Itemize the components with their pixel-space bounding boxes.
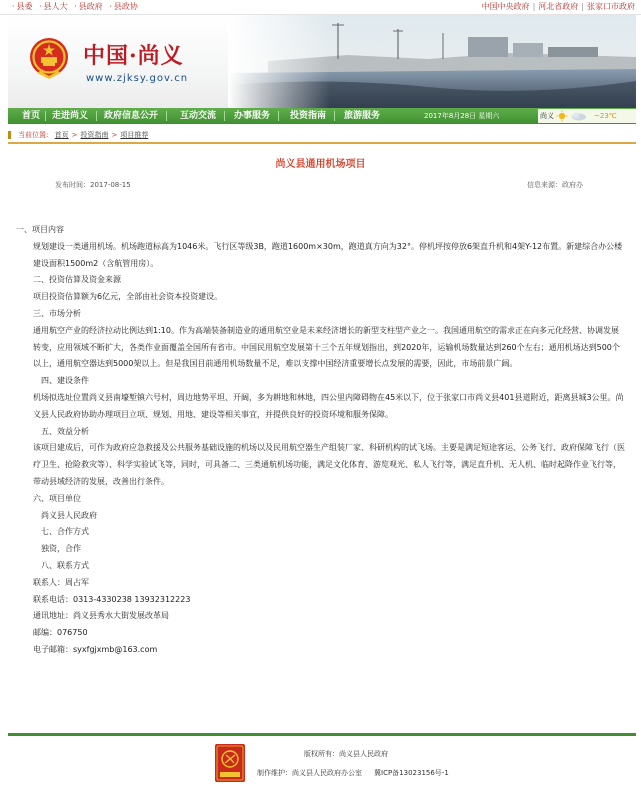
source-value: 政府办 xyxy=(562,181,583,189)
top-link-county-committee[interactable]: 县委 xyxy=(16,2,33,11)
weather-widget xyxy=(538,109,636,123)
top-bar xyxy=(0,0,641,15)
article-paragraph: 电子邮箱：syxfgjxmb@163.com xyxy=(33,644,158,654)
sunny-weather-icon xyxy=(555,110,591,122)
article-paragraph: 通用航空产业的经济拉动比例达到1:10。作为高端装备制造业的通用航空业是未来经济增长的新型支柱型产业之一。我国通用航空的需求正在向多元化经营、协调发展转变，应用领域不断扩大，各类作业面覆盖全国所有省市。中国民用航空发展第十三个五年规划指出，到2020年，运输机场数量达到260个左右；通用机场达到500个以上，通用航空器达到5000架以上。但是我国目前通用机场数量不足，难以支撑中国经济重要增长点发展的需要，因此，市场前景广阔。 xyxy=(33,325,620,369)
top-link-county-congress[interactable]: 县人大 xyxy=(43,2,68,11)
header-banner xyxy=(8,15,636,108)
article-paragraph: 规划建设一类通用机场。机场跑道标高为1046米。飞行区等级3B，跑道1600m×30m，跑道真方向为32°。停机坪按停放6架直升机和4架Y-12布置。新建综合办公楼建设面积1500m2（含航管用房）。 xyxy=(33,241,623,268)
article-paragraph: 四、建设条件 xyxy=(41,376,89,386)
weather-city: 尚义 xyxy=(540,112,554,120)
article-paragraph: 一、项目内容 xyxy=(16,225,64,234)
article-paragraph: 机场拟选址位置尚义县南壕堑镇六号村，周边地势平坦、开阔，多为耕地和林地，四公里内障碍物在45米以下，位于张家口市尚义县401县道附近，距离县城3公里。尚义县人民政府协助办理项目立项、规划、用地、建设等相关事宜，并提供良好的投资环境和服务保障。 xyxy=(33,392,624,419)
bullet-icon: · xyxy=(74,2,77,11)
footer-maintainer: 制作维护：尚义县人民政府办公室 冀ICP备13023156号-1 xyxy=(257,769,449,777)
article-paragraph: 七、合作方式 xyxy=(41,527,89,537)
breadcrumb-investment-guide[interactable]: 投资指南 xyxy=(80,131,109,139)
bullet-icon: · xyxy=(39,2,42,11)
breadcrumb-label: 当前位置: xyxy=(18,131,49,139)
article-paragraph: 通讯地址：尚义县秀水大街发展改革局 xyxy=(33,611,169,621)
site-name: 中国·尚义 xyxy=(83,43,184,69)
chevron-right-icon: > xyxy=(111,131,118,139)
nav-item-tourism[interactable]: 旅游服务 xyxy=(344,111,381,121)
footer-copyright: 版权所有：尚义县人民政府 xyxy=(304,750,388,758)
article-paragraph: 八、联系方式 xyxy=(41,560,89,570)
info-source: 信息来源：政府办 xyxy=(527,181,583,189)
top-link-central-government[interactable]: 中国中央政府 xyxy=(481,2,530,11)
article-paragraph: 联系电话：0313-4330238 13932312223 xyxy=(33,594,191,604)
chevron-right-icon: > xyxy=(71,131,78,139)
article-paragraph: 尚义县人民政府 xyxy=(41,510,97,520)
breadcrumb-home[interactable]: 首页 xyxy=(54,131,69,139)
site-url: www.zjksy.gov.cn xyxy=(86,73,189,84)
nav-item-home[interactable]: 首页 xyxy=(22,111,41,121)
top-links-right: 中国中央政府 | 河北省政府 | 张家口市政府 xyxy=(481,2,635,11)
publish-time: 发布时间：2017-08-15 xyxy=(55,181,131,189)
party-emblem-icon xyxy=(215,744,245,782)
breadcrumb xyxy=(8,128,636,144)
article-body xyxy=(16,222,626,659)
breadcrumb-project-recommendation[interactable]: 项目推荐 xyxy=(120,131,149,139)
article-paragraph: 项目投资估算额为6亿元，全部由社会资本投资建设。 xyxy=(33,292,223,302)
bullet-icon: · xyxy=(109,2,112,11)
national-emblem-icon xyxy=(28,35,70,83)
footer-icp: 冀ICP备13023156号-1 xyxy=(374,769,449,777)
footer-divider xyxy=(8,733,636,736)
nav-item-services[interactable]: 办事服务 xyxy=(234,111,271,121)
nav-item-interaction[interactable]: 互动交流 xyxy=(180,111,217,121)
article-paragraph: 该项目建成后，可作为政府应急救援及公共服务基础设施的机场以及民用航空器生产组装厂家、科研机构的试飞场。主要是满足短途客运、公务飞行、政府保障飞行（医疗卫生、抢险救灾等）、科学实验试飞等，同时，可具备二、三类通航机场功能，满足文化体育、游览观光、私人飞行等，满足直升机、无人机、临时起降作业飞行等，带动县域经济的发展，改善出行条件。 xyxy=(33,443,625,486)
top-link-zhangjiakou-government[interactable]: 张家口市政府 xyxy=(587,2,635,11)
top-link-county-cppcc[interactable]: 县政协 xyxy=(113,2,138,11)
bullet-icon: · xyxy=(12,2,15,11)
top-link-hebei-government[interactable]: 河北省政府 xyxy=(538,2,579,11)
article-paragraph: 邮编：076750 xyxy=(33,628,88,638)
article-paragraph: 三、市场分析 xyxy=(33,308,81,318)
top-links-left xyxy=(8,0,138,14)
article-paragraph: 二、投资估算及资金来源 xyxy=(33,275,121,285)
breadcrumb-marker-icon xyxy=(8,131,11,139)
nav-item-investment-guide[interactable]: 投资指南 xyxy=(290,111,327,121)
current-date: 2017年8月28日 星期六 xyxy=(424,112,500,120)
weather-temperature: ~23℃ xyxy=(594,112,617,120)
article-paragraph: 独资，合作 xyxy=(41,544,81,554)
article-paragraph: 五、效益分析 xyxy=(41,426,89,436)
top-link-county-government[interactable]: 县政府 xyxy=(78,2,103,11)
nav-item-about-shangyi[interactable]: 走进尚义 xyxy=(52,111,89,121)
publish-date: 2017-08-15 xyxy=(90,181,131,189)
article-title: 尚义县通用机场项目 xyxy=(275,159,366,170)
article-paragraph: 六、项目单位 xyxy=(33,493,81,503)
article-paragraph: 联系人：周占军 xyxy=(33,577,89,587)
nav-item-government-info[interactable]: 政府信息公开 xyxy=(104,111,159,121)
banner-scenery-image xyxy=(228,15,636,108)
